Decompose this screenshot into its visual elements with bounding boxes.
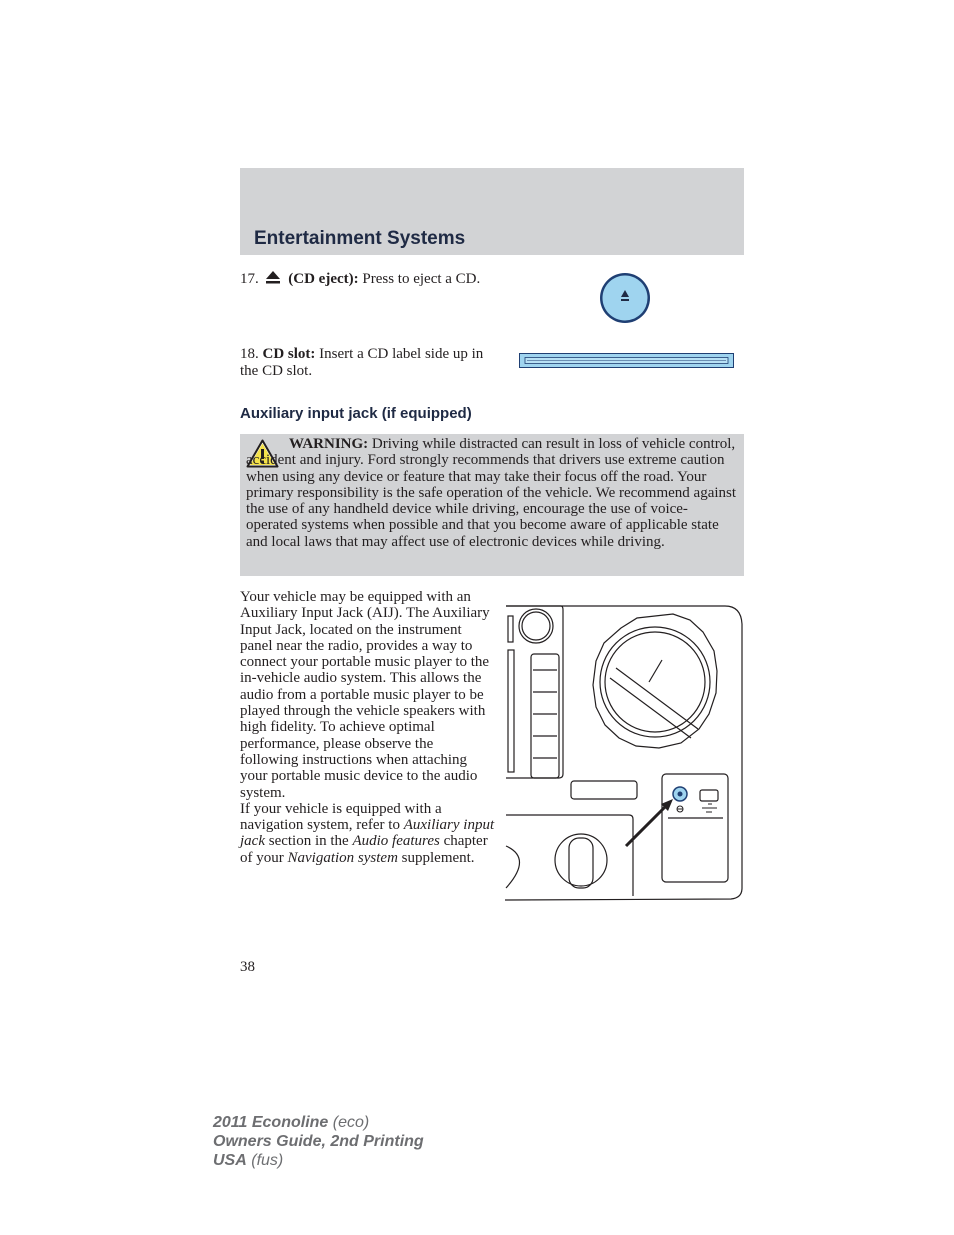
aux-paragraph-1: Your vehicle may be equipped with an Auxiliary Input Jack (AIJ). The Auxiliary Input Jack, located on the instrument panel near the radio, provides a way to connect your portable music player to the in-vehicle audio system. This allows the audio from a portable music player to be played through the vehicle speakers with high fidelity. To achieve optimal performance, please observe the following instructions when attaching your portable music device to the audio system.: [240, 589, 490, 801]
aux-paragraph-2-text: chapter of your: [240, 833, 488, 866]
aux-paragraph-2-text: If your vehicle is equipped with a navigation system, refer to: [240, 800, 442, 834]
eject-icon: [265, 270, 281, 284]
page-number: 38: [240, 959, 255, 975]
footer-model: 2011 Econoline: [213, 1114, 329, 1131]
cd-slot-description: [240, 346, 495, 379]
item-text: Insert a CD label side up in the CD slot.: [240, 346, 484, 379]
cd-eject-button-illustration: [599, 272, 651, 324]
instrument-panel-illustration: [503, 598, 745, 902]
item-number: 18.: [240, 346, 259, 362]
warning-body: Driving while distracted can result in loss of vehicle control, accident and injury. Ford strongly recommends that drivers use extreme caution when using any device or feature that may take their focus off the road. Your primary responsibility is the safe operation of the vehicle. We recommend against the use of any handheld device while driving, encourage the use of voice-operated systems when possible and that you become aware of applicable state and local laws that may affect use of electronic devices while driving.: [246, 436, 737, 550]
footer-model-code: (eco): [332, 1114, 370, 1131]
reference-navigation-system: Navigation system: [287, 849, 398, 866]
footer: [213, 1113, 424, 1170]
item-text: Press to eject a CD.: [362, 271, 481, 287]
cd-slot-illustration: [519, 353, 734, 368]
item-label: (CD eject):: [288, 271, 359, 287]
warning-text: [246, 436, 738, 550]
footer-edition: Owners Guide, 2nd Printing: [213, 1133, 424, 1150]
warning-label: WARNING:: [289, 436, 369, 452]
footer-market: USA: [213, 1152, 247, 1169]
aux-jack-icon: [673, 787, 687, 801]
reference-audio-features: Audio features: [352, 833, 440, 850]
item-number: 17.: [240, 271, 259, 287]
footer-market-code: (fus): [251, 1152, 284, 1169]
section-title: Entertainment Systems: [254, 228, 466, 249]
cd-eject-description: [240, 270, 495, 288]
aux-paragraph-2-text: section in the: [268, 833, 349, 850]
aux-paragraph-2-text: supplement.: [401, 849, 475, 866]
aux-description: [240, 589, 495, 866]
subsection-heading: Auxiliary input jack (if equipped): [240, 405, 472, 422]
reference-aux-input-jack: Auxiliary input jack: [240, 817, 495, 850]
item-label: CD slot:: [262, 346, 316, 362]
